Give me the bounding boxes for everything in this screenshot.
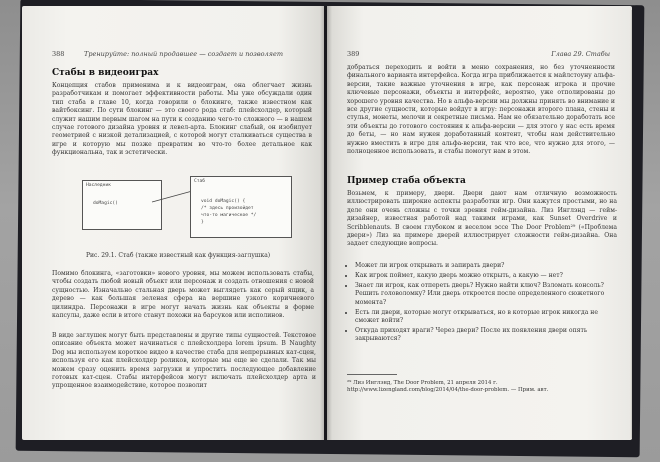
right-page [327, 6, 632, 440]
running-head-right: Глава 29. Стабы [551, 50, 610, 58]
stub-box [190, 176, 292, 238]
questions-list [347, 262, 617, 345]
running-head-left: Тренируйте: полный продавшее — создает и позволяет [84, 50, 283, 58]
stub-code-line-1: void doMagic() { [201, 199, 246, 204]
list-item: • Может ли игрок открывать и запирать двери? [355, 262, 617, 270]
list-item: • Знает ли игрок, как отпереть дверь? Нужно найти ключ? Взломать консоль? Решить головоломку? Или дверь откроется после определенного сюжетного момента? [355, 282, 617, 307]
book-gutter [320, 6, 332, 440]
page-number-right: 389 [347, 50, 360, 58]
stub-code-line-2: /* здесь произойдет [201, 206, 254, 211]
stub-code-line-3: что-то магическое */ [201, 213, 257, 218]
stub-box-title: Стаб [194, 179, 206, 184]
paragraph: В виде заглушек могут быть представлены и другие типы сущностей. Текстовое описание объекта может начинаться с плейсхолдера lorem ipsum. В Naughty Dog мы используем короткое видео в качестве стаба для непрерывных кат-сцен, используя его как плейсхолдер роликов, которые мы еще не сделали. Так мы можем сразу оценить время загрузки и упростить последующее добавление готовых кат-сцен. Стабы интерфейсов могут включать плейсхолдер арта и упрощенное взаимодействие, которое позволит [52, 332, 316, 390]
paragraph: Возьмем, к примеру, двери. Двери дают нам отличную возможность иллюстрировать широкие аспекты разработки игр. Они кажутся простыми, но на деле они очень сложны с точки зрения гейм-дизайна. Лиз Инглэнд — гейм-дизайнер, известная работой над такими играми, как Sunset Overdrive и Scribblenauts. В своем глубоком и веселом эссе The Door Problem²⁹ («Проблема двери») Лиз на примере дверей иллюстрирует сложности гейм-дизайна. Она задает следующие вопросы. [347, 190, 617, 248]
list-item: • Есть ли двери, которые могут открываться, но в которые игрок никогда не сможет войти? [355, 309, 617, 326]
page-number-left: 388 [52, 50, 65, 58]
paragraph: Концепция стабов применима и к видеоиграм, она облегчает жизнь разработчикам и помогает эффективности работы. Мы уже обсуждали один тип стаба в главе 10, когда говорили о блокинге, также известном как вайтбоксинг. По сути блокинг — это своего рода стаб: плейсхолдер, который служит нашим первым шагом на пути к созданию чего-то сложного — в нашем случае готового дизайна уровня и левел-арта. Блокинг слабый, он изобилует геометрией с низкой детализацией, с которой могут сталкиваться существа в игре и которую мы позже превратим во что-то более детальное как функциональна, так и эстетически. [52, 82, 312, 157]
list-item: • Откуда приходят враги? Через двери? После их появления двери опять закрываются? [355, 327, 617, 344]
open-book [22, 6, 638, 446]
footnote-divider [347, 374, 397, 375]
caller-box-code: doMagic() [93, 201, 118, 206]
footnote: ²⁹ Лиз Инглэнд, The Door Problem, 21 апреля 2014 г. http://www.lizengland.com/blog/2014/04/the-door-problem. — Прим. авт. [347, 380, 549, 394]
section-heading-stubs: Стабы в видеоиграх [52, 68, 159, 78]
list-item: • Как игрок поймет, какую дверь можно открыть, а какую — нет? [355, 272, 617, 280]
page-edge [630, 10, 632, 438]
paragraph: добраться переходить и войти в меню сохранения, но без уточненности финального варианта интерфейса. Когда игра приближается к майлстоуну альфа-версии, такие важные уточнения в игре, как персонаж игрока и прочие ключевые персонажи, объекты и интерфейс, вероятно, уже отполированы до хорошего уровня качества. Но в альфа-версии мы должны принять во внимание и все другие сущности, которые войдут в игру: персонажи второго плана, стены и стулья, монеты, мелочи и секретные письма. Нам не обязательно доработать все эти объекты до готового состояния к альфа-версии — для этого у нас есть время до беты, — но нам нужен доработанный контент, чтобы нам действительно нужно вместить в игре для альфа-версии, так что все, что нужно для этого, — полноценное использовать, и стабы помогут нам в этом. [347, 64, 615, 156]
left-page [22, 6, 324, 440]
paragraph: Помимо блокинга, «заготовки» нового уровня, мы можем использовать стабы, чтобы создать любой новый объект или персонаж и создать отношения с новой сущностью. Изначально стальная дверь может выглядеть как серый ящик, а дерево — как большая зеленая сфера на вершине узкого коричневого цилиндра. Персонажи в игре могут начать жизнь как объекты в форме капсулы, даже если в итоге станут похожи на барсуков или исполинов. [52, 270, 314, 320]
figure-caption: Рис. 29.1. Стаб (также известный как функция-заглушка) [86, 252, 271, 259]
stub-code-line-4: } [201, 220, 204, 225]
caller-box-title: Наследник [86, 183, 111, 188]
section-heading-object-stub: Пример стаба объекта [347, 176, 466, 186]
figure-stub-diagram [82, 166, 292, 242]
